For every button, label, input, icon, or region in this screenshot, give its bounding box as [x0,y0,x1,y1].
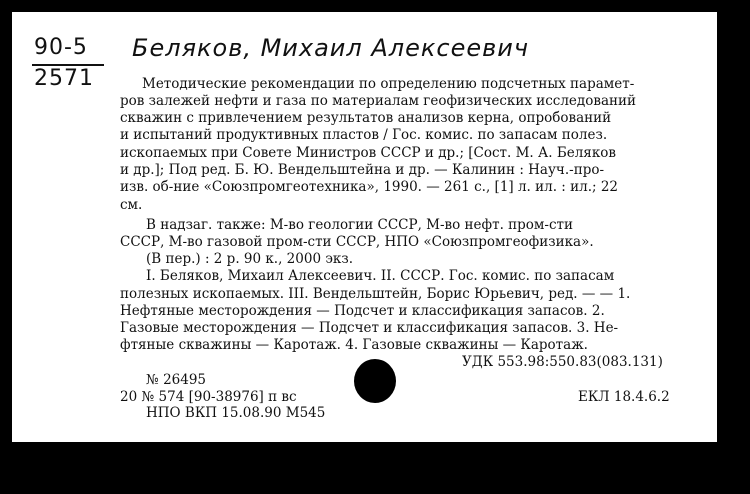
card-line: изв. об-ние «Союзпромгеотехника», 1990. — 261 с., [1] л. ил. : ил.; 22 [120,179,618,195]
card-line: Методические рекомендации по определению подсчетных парамет- [142,76,635,92]
card-line: и др.]; Под ред. Б. Ю. Вендельштейна и др. — Калинин : Науч.-про- [120,162,605,178]
ekl-code: ЕКЛ 18.4.6.2 [578,389,670,405]
card-line: полезных ископаемых. III. Вендельштейн, Борис Юрьевич, ред. — — 1. [120,286,631,302]
npo-line: НПО ВКП 15.08.90 М545 [146,405,326,421]
order-line: 20 № 574 [90-38976] п вс [120,389,297,405]
card-line: ров залежей нефти и газа по материалам геофизических исследований [120,93,636,109]
card-line: Нефтяные месторождения — Подсчет и классификация запасов. 2. [120,303,605,319]
card-line: I. Беляков, Михаил Алексеевич. II. СССР. Гос. комис. по запасам [146,268,615,284]
card-line: В надзаг. также: М-во геологии СССР, М-во нефт. пром-сти [146,217,574,233]
card-line: фтяные скважины — Каротаж. 4. Газовые скважины — Каротаж. [120,337,588,353]
ink-blot [354,359,396,403]
card-line: и испытаний продуктивных пластов / Гос. комис. по запасам полез. [120,127,608,143]
card-line: ископаемых при Совете Министров СССР и др.; [Сост. М. А. Беляков [120,145,616,161]
card-line: Газовые месторождения — Подсчет и классификация запасов. 3. Не- [120,320,619,336]
call-number-top: 90-5 [34,35,88,60]
card-number: № 26495 [146,372,207,388]
card-line: СССР, М-во газовой пром-сти СССР, НПО «Союзпромгеофизика». [120,234,594,250]
udk-code: УДК 553.98:550.83(083.131) [462,354,663,370]
author-handwritten: Беляков, Михаил Алексеевич [132,34,530,62]
card-line: скважин с привлечением результатов анализов керна, опробований [120,110,612,126]
call-number-bottom: 2571 [34,66,94,91]
card-line: (В пер.) : 2 р. 90 к., 2000 экз. [146,251,353,267]
catalog-card [12,12,717,442]
card-line: см. [120,197,143,213]
